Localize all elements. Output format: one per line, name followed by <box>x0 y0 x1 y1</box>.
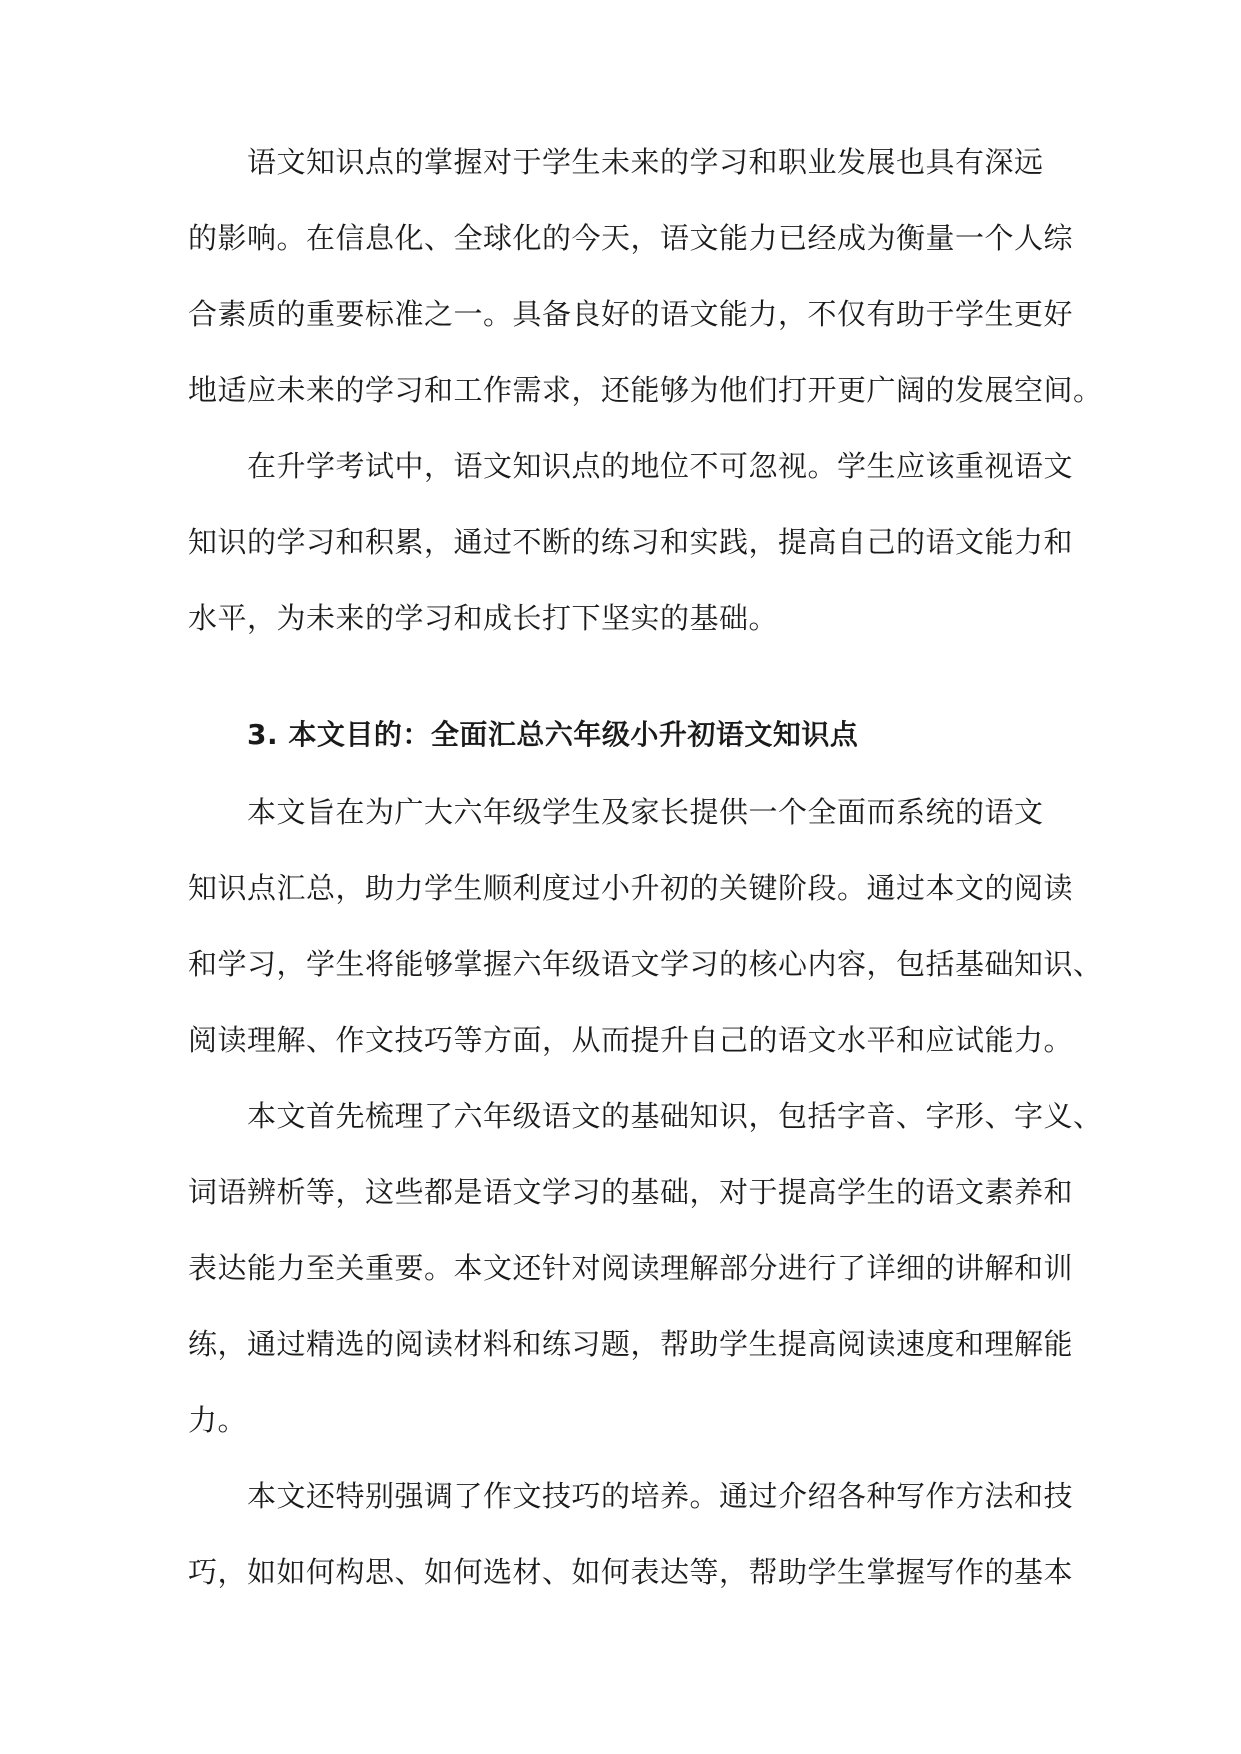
paragraph-line: 合素质的重要标准之一。具备良好的语文能力，不仅有助于学生更好 <box>188 297 1074 331</box>
paragraph-line: 本文旨在为广大六年级学生及家长提供一个全面而系统的语文 <box>247 795 1044 829</box>
section-title: 3. 本文目的：全面汇总六年级小升初语文知识点 <box>247 718 859 751</box>
paragraph-line: 表达能力至关重要。本文还针对阅读理解部分进行了详细的讲解和训 <box>188 1251 1074 1285</box>
paragraph-line: 词语辨析等，这些都是语文学习的基础，对于提高学生的语文素养和 <box>188 1175 1074 1209</box>
paragraph-line: 知识的学习和积累，通过不断的练习和实践，提高自己的语文能力和 <box>188 525 1074 559</box>
paragraph-career-impact <box>188 124 1103 428</box>
paragraph-line: 本文首先梳理了六年级语文的基础知识，包括字音、字形、字义、 <box>247 1099 1103 1133</box>
paragraph-line: 在升学考试中，语文知识点的地位不可忽视。学生应该重视语文 <box>247 449 1074 483</box>
paragraph-writing-skills <box>188 1458 1074 1610</box>
paragraph-line: 本文还特别强调了作文技巧的培养。通过介绍各种写作方法和技 <box>247 1479 1074 1513</box>
paragraph-line: 语文知识点的掌握对于学生未来的学习和职业发展也具有深远 <box>247 145 1044 179</box>
paragraph-exam-importance <box>188 428 1074 656</box>
paragraph-line: 知识点汇总，助力学生顺利度过小升初的关键阶段。通过本文的阅读 <box>188 871 1074 905</box>
paragraph-line: 地适应未来的学习和工作需求，还能够为他们打开更广阔的发展空间。 <box>188 373 1103 407</box>
paragraph-line: 和学习，学生将能够掌握六年级语文学习的核心内容，包括基础知识、 <box>188 947 1103 981</box>
paragraph-line: 巧，如如何构思、如何选材、如何表达等，帮助学生掌握写作的基本 <box>188 1555 1074 1589</box>
paragraph-purpose <box>188 774 1103 1078</box>
paragraph-line: 的影响。在信息化、全球化的今天，语文能力已经成为衡量一个人综 <box>188 221 1074 255</box>
paragraph-line: 力。 <box>188 1403 248 1437</box>
paragraph-line: 水平，为未来的学习和成长打下坚实的基础。 <box>188 601 779 635</box>
paragraph-line: 练，通过精选的阅读材料和练习题，帮助学生提高阅读速度和理解能 <box>188 1327 1074 1361</box>
paragraph-basics <box>188 1078 1103 1458</box>
paragraph-line: 阅读理解、作文技巧等方面，从而提升自己的语文水平和应试能力。 <box>188 1023 1074 1057</box>
section-heading <box>188 697 1058 773</box>
